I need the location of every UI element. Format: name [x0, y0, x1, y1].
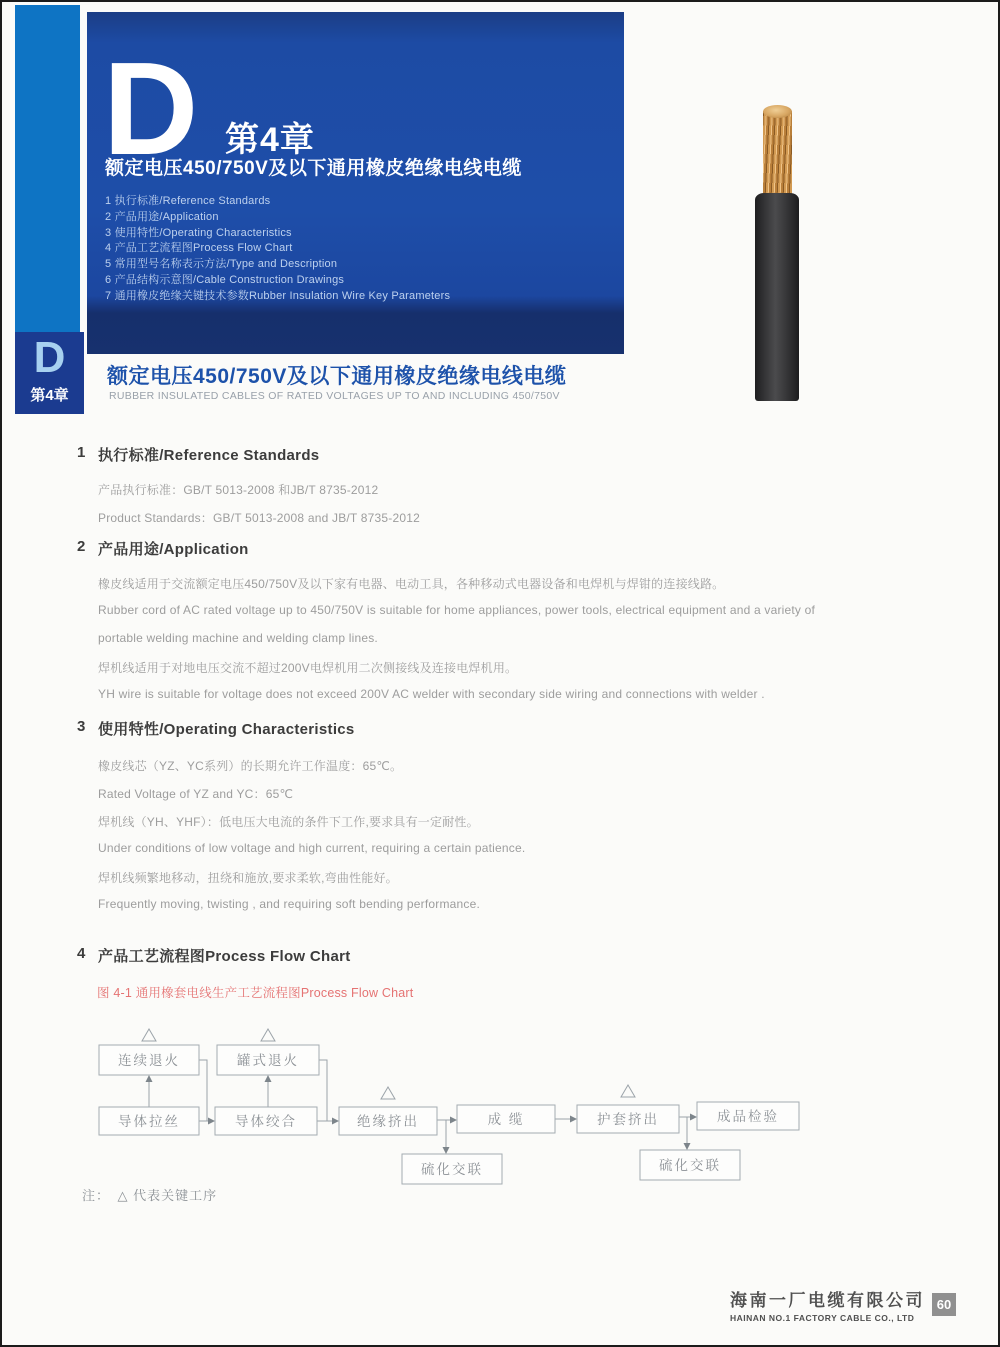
flow-box-label: 罐式退火: [237, 1053, 299, 1068]
flow-connector: [199, 1060, 207, 1121]
body-line: 橡皮线芯（YZ、YC系列）的长期允许工作温度：65℃。: [98, 759, 403, 773]
section-number: 3: [77, 718, 86, 735]
chapter-number: 第4章: [225, 121, 315, 159]
section-heading-text: 产品工艺流程图Process Flow Chart: [98, 948, 351, 965]
body-line: portable welding machine and welding clamp lines.: [98, 631, 378, 645]
process-flow-chart: [60, 1020, 820, 1195]
section-heading-text: 使用特性/Operating Characteristics: [98, 721, 355, 738]
flow-box-label: 成品检验: [717, 1109, 779, 1124]
section-heading: [77, 718, 525, 739]
flow-chart-note: 注： △ 代表关键工序: [82, 1188, 218, 1203]
body-line: 产品执行标准：GB/T 5013-2008 和JB/T 8735-2012: [98, 483, 379, 497]
section-heading: [77, 538, 815, 559]
body-line: 焊机线适用于对地电压交流不超过200V电焊机用二次侧接线及连接电焊机用。: [98, 661, 518, 675]
flow-arrow: [332, 1118, 339, 1125]
chapter-toc: [105, 194, 450, 305]
toc-item: 2 产品用途/Application: [105, 210, 219, 223]
flow-arrow: [208, 1118, 215, 1125]
company-name-cn: 海南一厂电缆有限公司: [730, 1291, 925, 1310]
chapter-tab-letter: D: [33, 333, 66, 382]
section-heading-text: 产品用途/Application: [98, 541, 249, 558]
flow-arrow: [684, 1143, 691, 1150]
body-line: Rated Voltage of YZ and YC：65℃: [98, 787, 294, 801]
figure-caption: 图 4-1 通用橡套电线生产工艺流程图Process Flow Chart: [97, 986, 414, 1000]
flow-box-label: 导体拉丝: [118, 1114, 180, 1129]
key-process-triangle: [261, 1029, 275, 1041]
rubber-sheath: [755, 193, 799, 401]
flow-box-label: 硫化交联: [659, 1158, 721, 1173]
key-process-triangle: [381, 1087, 395, 1099]
page-number-badge: 60: [932, 1293, 956, 1316]
section-process-flow-chart: [77, 945, 351, 966]
flow-arrow: [146, 1075, 153, 1082]
body-line: Under conditions of low voltage and high current, requiring a certain patience.: [98, 841, 526, 855]
section-heading: [77, 444, 420, 465]
chapter-header-block: [87, 12, 624, 354]
section-operating-characteristics: [77, 718, 525, 925]
body-line: Frequently moving, twisting , and requiring soft bending performance.: [98, 897, 480, 911]
section-number: 2: [77, 538, 86, 555]
section-number: 1: [77, 444, 86, 461]
chapter-tab-label: 第4章: [30, 387, 69, 404]
section-heading: [77, 945, 351, 966]
section-reference-standards: [77, 444, 420, 537]
key-process-triangle: [621, 1085, 635, 1097]
banner-subtitle: RUBBER INSULATED CABLES OF RATED VOLTAGES UP TO AND INCLUDING 450/750V: [109, 390, 560, 402]
left-accent-strip: [15, 5, 80, 332]
section-number: 4: [77, 945, 86, 962]
toc-item: 4 产品工艺流程图Process Flow Chart: [105, 242, 293, 255]
flow-box-label: 绝缘挤出: [357, 1114, 419, 1129]
section-application: [77, 538, 815, 715]
flow-arrow: [265, 1075, 272, 1082]
toc-item: 5 常用型号名称表示方法/Type and Description: [105, 258, 338, 271]
body-line: Product Standards：GB/T 5013-2008 and JB/T 8735-2012: [98, 511, 420, 525]
copper-conductor-top: [763, 105, 792, 118]
chapter-letter: D: [103, 35, 199, 182]
body-line: 焊机线（YH、YHF）：低电压大电流的条件下工作,要求具有一定耐性。: [98, 815, 479, 829]
cable-photo: [755, 105, 799, 401]
chapter-tab: [15, 332, 84, 414]
flow-connector: [319, 1060, 327, 1121]
flow-arrow: [450, 1117, 457, 1124]
body-line: YH wire is suitable for voltage does not exceed 200V AC welder with secondary side wiring and connections with welder .: [98, 687, 765, 701]
banner-title: 额定电压450/750V及以下通用橡皮绝缘电线电缆: [107, 365, 567, 388]
body-line: Rubber cord of AC rated voltage up to 450/750V is suitable for home appliances, power tools, electrical equipment and a variety of: [98, 603, 816, 617]
toc-item: 1 执行标准/Reference Standards: [105, 195, 271, 207]
body-line: 焊机线频繁地移动，扭绕和施放,要求柔软,弯曲性能好。: [98, 871, 398, 885]
key-process-triangle: [142, 1029, 156, 1041]
flow-arrow: [570, 1116, 577, 1123]
flow-arrow: [443, 1147, 450, 1154]
company-name-en: HAINAN NO.1 FACTORY CABLE CO., LTD: [730, 1313, 915, 1323]
flow-box-label: 硫化交联: [421, 1162, 483, 1177]
flow-box-label: 成 缆: [487, 1112, 525, 1127]
page-footer: [730, 1286, 956, 1323]
body-line: 橡皮线适用于交流额定电压450/750V及以下家有电器、电动工具，各种移动式电器设备和电焊机与焊钳的连接线路。: [98, 577, 725, 591]
flow-box-label: 护套挤出: [597, 1112, 659, 1127]
flow-box-label: 连续退火: [118, 1053, 180, 1068]
flow-box-label: 导体绞合: [235, 1114, 297, 1129]
flow-arrow: [690, 1114, 697, 1121]
toc-item: 3 使用特性/Operating Characteristics: [105, 226, 292, 239]
toc-item: 6 产品结构示意图/Cable Construction Drawings: [105, 273, 345, 286]
toc-item: 7 通用橡皮绝缘关键技术参数Rubber Insulation Wire Key Parameters: [105, 289, 451, 302]
chapter-title: 额定电压450/750V及以下通用橡皮绝缘电线电缆: [105, 158, 522, 179]
section-heading-text: 执行标准/Reference Standards: [98, 447, 320, 464]
